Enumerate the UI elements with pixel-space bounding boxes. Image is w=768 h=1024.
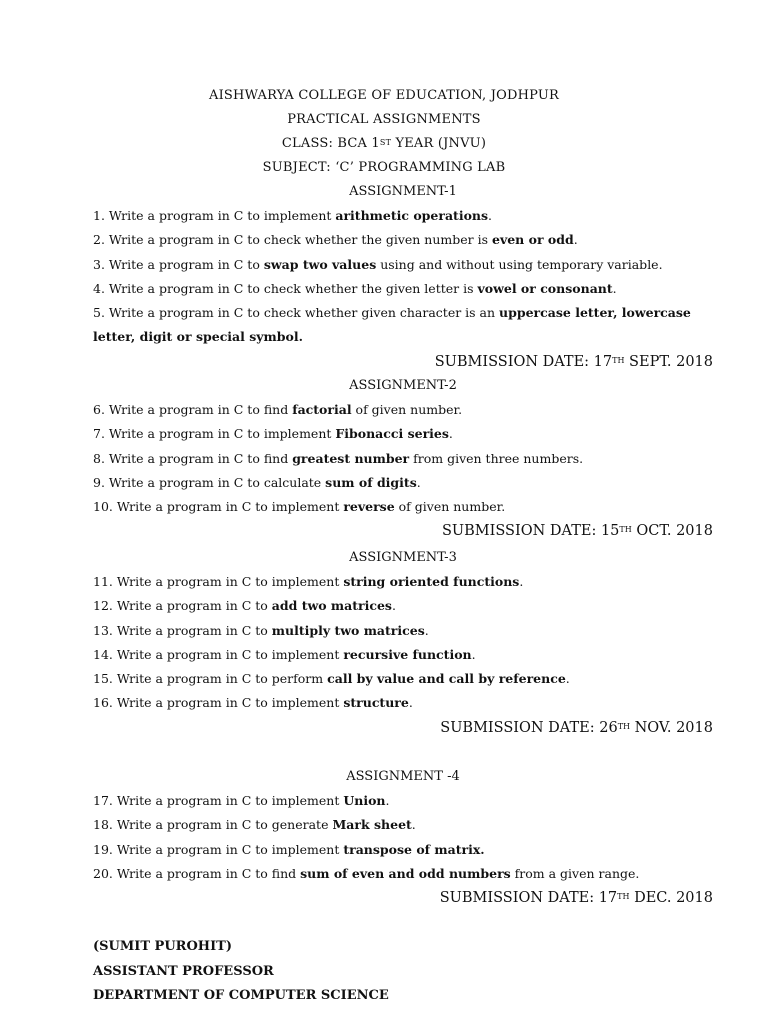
list-item: 19. Write a program in C to implement transpose of matrix. <box>93 841 485 857</box>
assignment-section <box>93 546 713 740</box>
assignment-section <box>93 765 713 910</box>
list-item: 16. Write a program in C to implement structure. <box>93 695 413 711</box>
college-name: AISHWARYA COLLEGE OF EDUCATION, JODHPUR <box>209 88 559 103</box>
signatory-designation: ASSISTANT PROFESSOR <box>93 963 274 979</box>
class-line: CLASS: BCA 1ST YEAR (JNVU) <box>281 136 487 151</box>
submission-date: SUBMISSION DATE: 17TH DEC. 2018 <box>439 890 713 907</box>
list-item: 18. Write a program in C to generate Mark sheet. <box>93 817 416 833</box>
list-item: 8. Write a program in C to find greatest number from given three numbers. <box>93 450 584 466</box>
list-item: 13. Write a program in C to multiply two matrices. <box>93 622 429 638</box>
subject-line: SUBJECT: ‘C’ PROGRAMMING LAB <box>262 160 506 175</box>
list-item: 9. Write a program in C to calculate sum of digits. <box>93 474 421 490</box>
assignment-section <box>93 180 713 374</box>
document-header <box>0 84 768 180</box>
list-item: 10. Write a program in C to implement reverse of given number. <box>93 499 506 515</box>
assignment-section <box>93 374 713 543</box>
list-item: 2. Write a program in C to check whether the given number is even or odd. <box>93 232 578 248</box>
list-item: 12. Write a program in C to add two matrices. <box>93 598 396 614</box>
submission-date: SUBMISSION DATE: 17TH SEPT. 2018 <box>434 353 713 370</box>
list-item: 7. Write a program in C to implement Fibonacci series. <box>93 426 453 442</box>
list-item: 20. Write a program in C to find sum of even and odd numbers from a given range. <box>93 865 640 881</box>
assignment-title: ASSIGNMENT -4 <box>346 769 460 784</box>
assignment-title: ASSIGNMENT-1 <box>349 184 457 199</box>
list-item: 14. Write a program in C to implement recursive function. <box>93 646 476 662</box>
assignment-title: ASSIGNMENT-2 <box>349 378 457 393</box>
list-item: 17. Write a program in C to implement Union. <box>93 793 390 808</box>
signatory-department: DEPARTMENT OF COMPUTER SCIENCE <box>93 988 389 1003</box>
list-item: 11. Write a program in C to implement string oriented functions. <box>93 574 524 589</box>
list-item: 3. Write a program in C to swap two values using and without using temporary variable. <box>93 256 663 272</box>
list-item: 4. Write a program in C to check whether the given letter is vowel or consonant. <box>93 280 617 296</box>
list-item: 1. Write a program in C to implement arithmetic operations. <box>93 208 493 223</box>
signature-block <box>93 935 713 1009</box>
assignment-title: ASSIGNMENT-3 <box>349 550 457 565</box>
list-item: 15. Write a program in C to perform call by value and call by reference. <box>93 671 570 687</box>
signatory-name: (SUMIT PUROHIT) <box>93 939 232 954</box>
list-item: 5. Write a program in C to check whether given character is an uppercase letter, lowercase <box>93 305 691 321</box>
list-item-continuation: letter, digit or special symbol. <box>93 329 303 345</box>
document-title: PRACTICAL ASSIGNMENTS <box>287 112 481 127</box>
submission-date: SUBMISSION DATE: 15TH OCT. 2018 <box>442 523 713 540</box>
submission-date: SUBMISSION DATE: 26TH NOV. 2018 <box>440 719 713 736</box>
list-item: 6. Write a program in C to find factorial of given number. <box>93 402 463 417</box>
